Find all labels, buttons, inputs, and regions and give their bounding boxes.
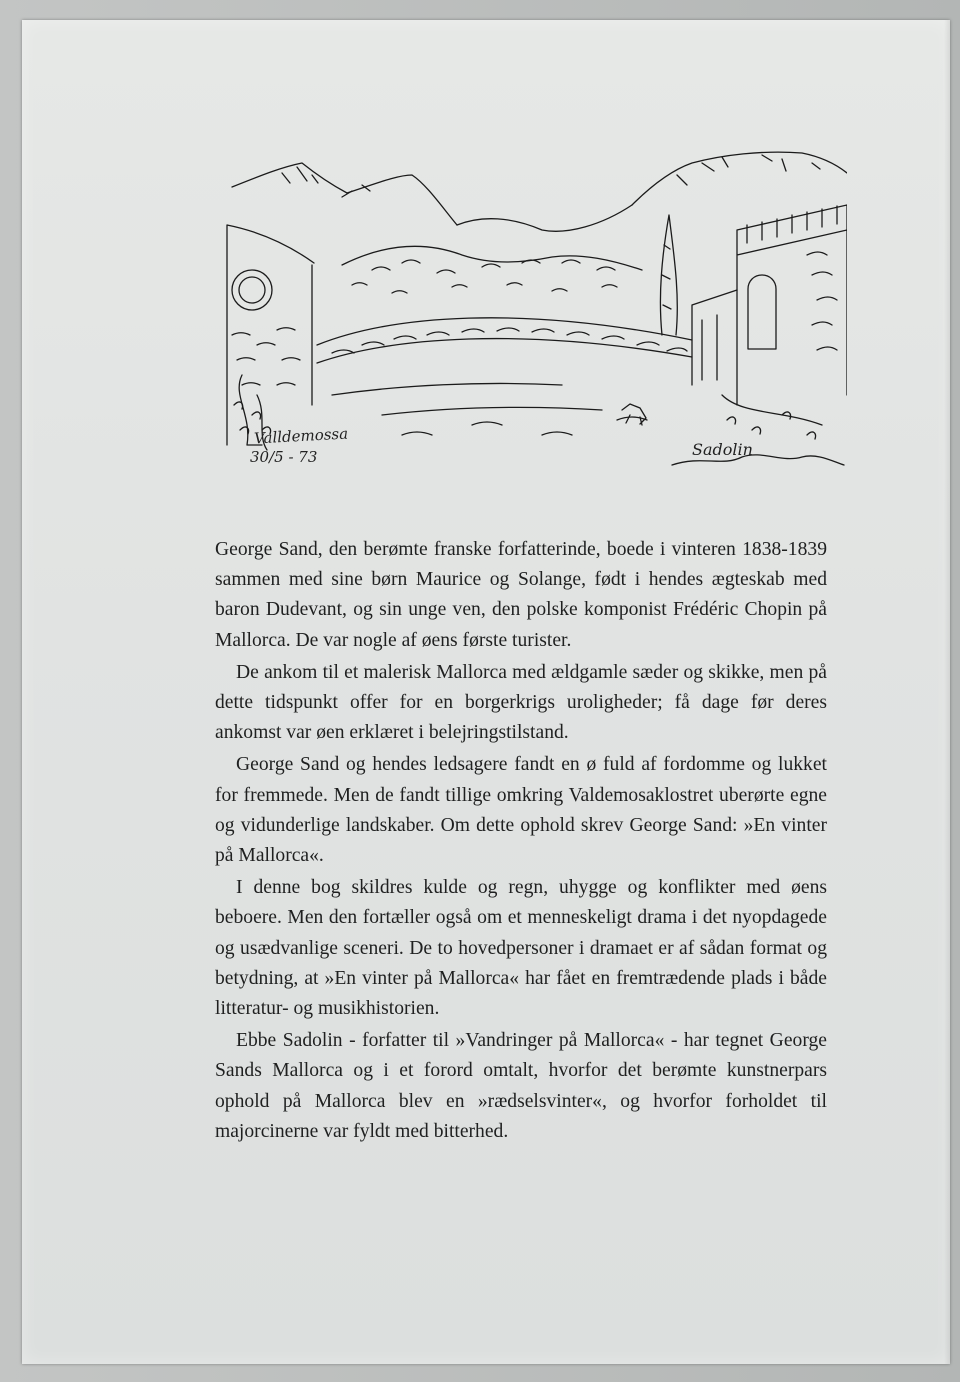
book-back-cover	[22, 20, 950, 1364]
artist-signature: Sadolin	[692, 440, 753, 459]
drawing-place-inscription: Valldemossa	[253, 424, 349, 448]
blurb-paragraph: George Sand og hendes ledsagere fandt en ø fuld af fordomme og lukket for fremmede. Men de fandt tillige omkring Valdemosaklostret uberørte egne og vidunderlige landskaber. Om dette ophold skrev George Sand: »En vinter på Mallorca«.	[215, 754, 827, 867]
blurb-text	[215, 535, 827, 1149]
drawing-date-inscription: 30/5 - 73	[250, 448, 318, 466]
blurb-paragraph: De ankom til et malerisk Mallorca med ældgamle sæder og skikke, men på dette tidspunkt offer for en borgerkrigs uroligheder; få dage før deres ankomst var øen erklæret i belejringstilstand.	[215, 661, 827, 744]
blurb-paragraph: Ebbe Sadolin - forfatter til »Vandringer på Mallorca« - har tegnet George Sands Mallorca og i et forord omtalt, hvorfor det berømte kunstnerpars ophold på Mallorca blev en »rædselsvinter«, og hvorfor forholdet til majorcinerne var fyldt med bitterhed.	[215, 1030, 827, 1142]
blurb-paragraph: I denne bog skildres kulde og regn, uhygge og konflikter med øens beboere. Men den fortæller også om et menneskeligt drama i det nyopdagede og usædvanlige sceneri. De to hovedpersoner i dramaet er af sådan format og betydning, at »En vinter på Mallorca« har fået en fremtrædende plads i både litteratur- og musikhistorien.	[215, 877, 827, 1020]
blurb-paragraph: George Sand, den berømte franske forfatterinde, boede i vinteren 1838-1839 sammen med sine børn Maurice og Solange, født i hendes ægteskab med baron Dudevant, og sin unge ven, den polske komponist Frédéric Chopin på Mallorca. De var nogle af øens første turister.	[215, 539, 827, 651]
cover-edge-shadow	[944, 20, 950, 1364]
